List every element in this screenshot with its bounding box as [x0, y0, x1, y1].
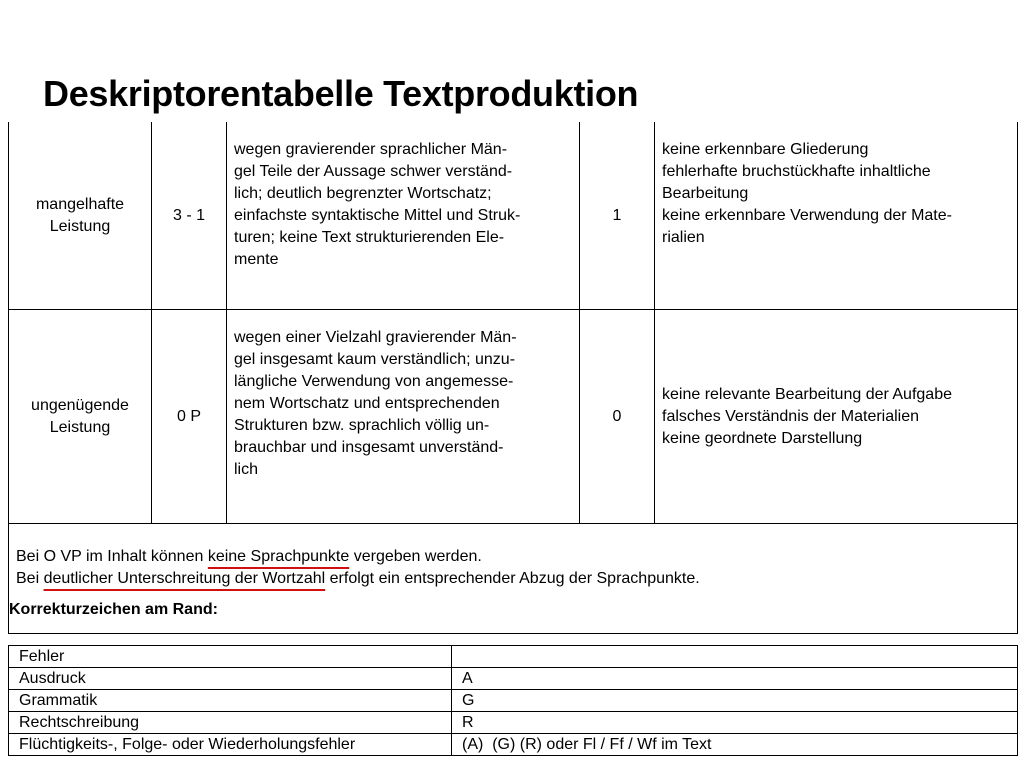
level-text: ungenügende	[31, 396, 129, 414]
marks-table	[8, 645, 1018, 756]
content-points-cell: 1	[580, 122, 655, 310]
points-cell: 0 P	[152, 310, 227, 524]
level-cell	[9, 310, 152, 524]
note-text: erfolgt ein entsprechender Abzug der Sprachpunkte.	[329, 570, 700, 587]
language-line: wegen gravierender sprachlicher Män-	[234, 141, 508, 158]
note-highlight: keine Sprachpunkte	[207, 548, 350, 565]
note-line-1	[16, 546, 1010, 568]
marks-heading: Korrekturzeichen am Rand:	[9, 601, 218, 618]
mark-label: Grammatik	[9, 690, 452, 712]
mark-symbol: R	[452, 712, 1018, 734]
language-line: mente	[234, 251, 279, 268]
mark-label: Rechtschreibung	[9, 712, 452, 734]
descriptor-row-ungenuegend	[9, 310, 1018, 524]
content-line: keine erkennbare Gliederung	[662, 141, 869, 158]
mark-symbol: G	[452, 690, 1018, 712]
content-line: fehlerhafte bruchstückhafte inhaltliche	[662, 163, 931, 180]
note-line-2	[16, 568, 1010, 590]
marks-row	[9, 668, 1018, 690]
mark-label: Fehler	[9, 646, 452, 668]
descriptor-table	[8, 122, 1018, 634]
mark-symbol: A	[452, 668, 1018, 690]
level-text: Leistung	[49, 217, 111, 235]
language-cell	[227, 310, 580, 524]
language-line: wegen einer Vielzahl gravierender Män-	[234, 329, 517, 346]
mark-label: Flüchtigkeits-, Folge- oder Wiederholungsfehler	[9, 734, 452, 756]
note-text: Bei O VP im Inhalt können	[16, 548, 204, 565]
content-line: Bearbeitung	[662, 185, 749, 202]
language-line: nem Wortschatz und entsprechenden	[234, 395, 500, 412]
mark-symbol: (A) (G) (R) oder Fl / Ff / Wf im Text	[452, 734, 1018, 756]
marks-row	[9, 734, 1018, 756]
content-cell	[655, 122, 1018, 310]
note-text: Bei	[16, 570, 40, 587]
language-line: Strukturen bzw. sprachlich völlig un-	[234, 417, 490, 434]
content-points-cell: 0	[580, 310, 655, 524]
marks-row	[9, 646, 1018, 668]
note-text: vergeben werden.	[353, 548, 482, 565]
language-cell	[227, 122, 580, 310]
content-cell	[655, 310, 1018, 524]
level-text: mangelhafte	[35, 195, 125, 213]
content-line: keine relevante Bearbeitung der Aufgabe	[662, 385, 952, 403]
language-line: turen; keine Text strukturierenden Ele-	[234, 229, 505, 246]
content-line: keine erkennbare Verwendung der Mate-	[662, 207, 952, 224]
descriptor-row-mangelhaft	[9, 122, 1018, 310]
level-cell	[9, 122, 152, 310]
language-line: brauchbar und insgesamt unverständ-	[234, 439, 504, 456]
marks-row	[9, 712, 1018, 734]
language-line: gel insgesamt kaum verständlich; unzu-	[234, 351, 516, 368]
language-line: gel Teile der Aussage schwer verständ-	[234, 163, 513, 180]
language-line: lich	[234, 461, 259, 478]
level-text: Leistung	[49, 418, 111, 436]
language-line: einfachste syntaktische Mittel und Struk-	[234, 207, 521, 224]
mark-label: Ausdruck	[9, 668, 452, 690]
marks-row	[9, 690, 1018, 712]
content-line: falsches Verständnis der Materialien	[662, 407, 920, 425]
mark-symbol	[452, 646, 1018, 668]
language-line: längliche Verwendung von angemesse-	[234, 373, 514, 390]
points-cell: 3 - 1	[152, 122, 227, 310]
note-highlight: deutlicher Unterschreitung der Wortzahl	[43, 570, 326, 587]
language-line: lich; deutlich begrenzter Wortschatz;	[234, 185, 492, 202]
slide-title: Deskriptorentabelle Textproduktion	[43, 73, 639, 114]
content-line: keine geordnete Darstellung	[662, 429, 863, 447]
content-line: rialien	[662, 229, 705, 246]
